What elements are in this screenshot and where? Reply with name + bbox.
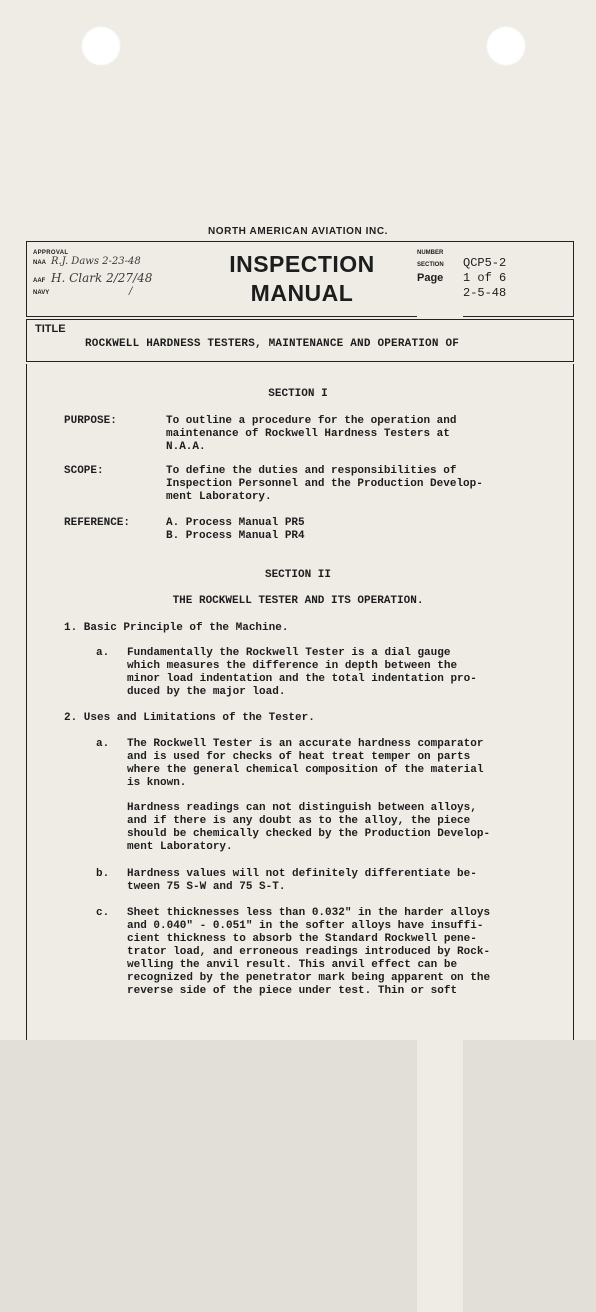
title-label: TITLE [35,323,66,335]
item2c-line: and 0.040" - 0.051" in the softer alloys have insuffi- [127,920,484,932]
section-label: SECTION [417,262,444,268]
scope-label: SCOPE: [64,465,104,477]
item2c-line: Sheet thicknesses less than 0.032" in the harder alloys [127,907,491,919]
item2a-line: The Rockwell Tester is an accurate hardness comparator [127,738,484,750]
item1a-line: duced by the major load. [127,686,286,698]
item2c-line: trator load, and erroneous readings introduced by Rock- [127,946,491,958]
naa-label: NAA [33,260,46,266]
item2b-marker: b. [96,868,110,880]
company-name: NORTH AMERICAN AVIATION INC. [207,226,389,237]
item2b-line: Hardness values will not definitely differentiate be- [127,868,477,880]
number-block [417,250,567,301]
section2-heading: SECTION II [264,569,331,581]
item2c-line: welling the anvil result. This anvil effect can be [127,959,458,971]
reference-label: REFERENCE: [64,517,131,529]
item2a-marker: a. [96,738,110,750]
item2a-para2-line: and if there is any doubt as to the alloy, the piece [127,815,471,827]
item2a-para2-line: ment Laboratory. [127,841,233,853]
item2a-para2-line: should be chemically checked by the Production Develop- [127,828,491,840]
item1a-line: Fundamentally the Rockwell Tester is a dial gauge [127,647,451,659]
manual-title-line2: MANUAL [250,280,354,306]
approval-block [33,250,203,299]
item2a-para2-line: Hardness readings can not distinguish between alloys, [127,802,477,814]
punch-hole-right [486,26,526,66]
item2c-line: cient thickness to absorb the Standard Rockwell pene- [127,933,477,945]
naa-signature: R.J. Daws 2-23-48 [51,256,141,267]
date-value: 2-5-48 [463,286,507,300]
manual-title [217,250,387,308]
item2a-line: is known. [127,777,187,789]
scope-line: Inspection Personnel and the Production Develop- [166,478,483,490]
aaf-signature: H. Clark 2/27/48 [51,271,153,285]
item2c-line: reverse side of the piece under test. Thin or soft [127,985,458,997]
navy-signature: / [129,286,133,297]
purpose-line: To outline a procedure for the operation and [166,415,457,427]
purpose-label: PURPOSE: [64,415,117,427]
aaf-label: AAF [33,278,46,284]
item1a-line: minor load indentation and the total indentation pro- [127,673,477,685]
section-row [417,256,567,271]
navy-label: NAVY [33,290,50,296]
item2a-line: and is used for checks of heat treat temper on parts [127,751,471,763]
title-box [26,319,574,362]
item2-title: 2. Uses and Limitations of the Tester. [64,712,315,724]
header-box [26,241,574,317]
page-value: 1 of 6 [463,271,507,285]
item2b-line: tween 75 S-W and 75 S-T. [127,881,286,893]
scope-line: ment Laboratory. [166,491,272,503]
page-label: Page [417,272,463,1312]
item2a-line: where the general chemical composition of the material [127,764,484,776]
navy-row [33,286,203,299]
item1-title: 1. Basic Principle of the Machine. [64,622,289,634]
scope-line: To define the duties and responsibilities of [166,465,457,477]
naa-row [33,256,203,271]
approval-caption: APPROVAL [33,250,69,256]
manual-title-line1: INSPECTION [229,251,375,277]
purpose-line: maintenance of Rockwell Hardness Testers at [166,428,450,440]
page-row [417,271,567,286]
aaf-row [33,271,203,286]
punch-hole-left [81,26,121,66]
purpose-line: N.A.A. [166,441,206,453]
section-value: QCP5-2 [463,256,507,270]
item1a-marker: a. [96,647,110,659]
item2c-line: recognized by the penetrator mark being apparent on the [127,972,491,984]
section2-subheading: THE ROCKWELL TESTER AND ITS OPERATION. [172,595,424,607]
document-title: ROCKWELL HARDNESS TESTERS, MAINTENANCE AND OPERATION OF [85,338,460,350]
reference-line: B. Process Manual PR4 [166,530,305,542]
item2c-marker: c. [96,907,110,919]
section1-heading: SECTION I [268,388,328,400]
number-caption: NUMBER [417,250,444,256]
item1a-line: which measures the difference in depth between the [127,660,458,672]
reference-line: A. Process Manual PR5 [166,517,305,529]
